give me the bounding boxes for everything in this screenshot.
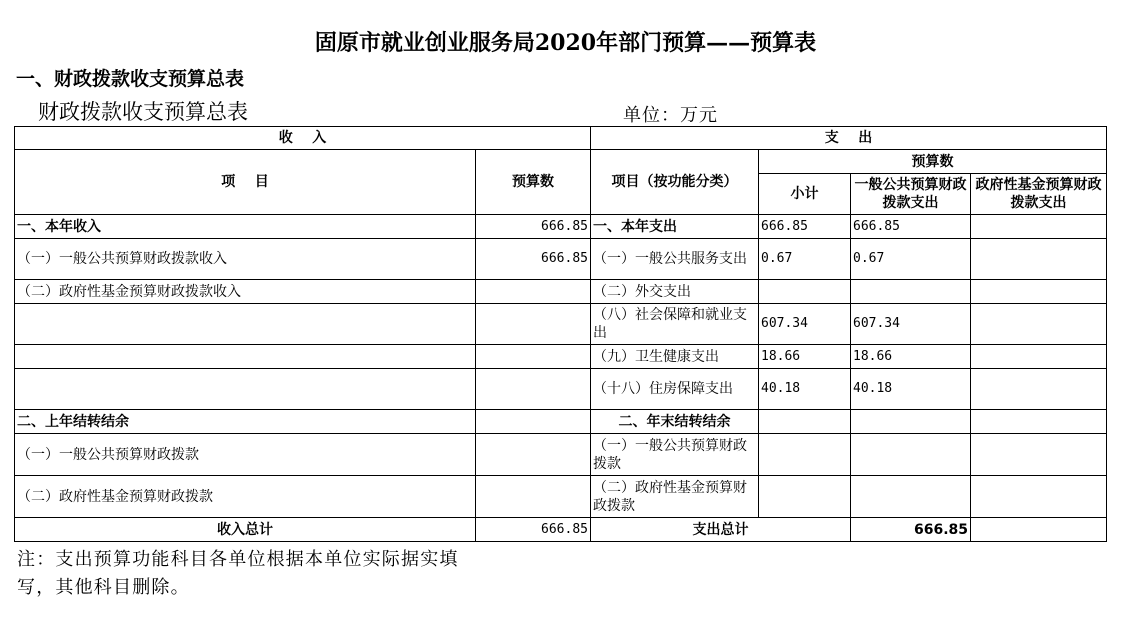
exp-total-amount: 666.85 bbox=[851, 518, 971, 542]
income-amount: 666.85 bbox=[476, 239, 591, 280]
income-item: （一）一般公共预算财政拨款收入 bbox=[15, 239, 476, 280]
income-item: 一、本年收入 bbox=[15, 215, 476, 239]
exp-subtotal: 607.34 bbox=[759, 304, 851, 345]
table-row bbox=[15, 280, 1107, 304]
exp-fund bbox=[971, 345, 1107, 369]
exp-general: 0.67 bbox=[851, 239, 971, 280]
expenditure-header: 支 出 bbox=[591, 127, 1107, 150]
income-total-label: 收入总计 bbox=[15, 518, 476, 542]
section-title: 一、财政拨款收支预算总表 bbox=[16, 68, 245, 90]
exp-subtotal bbox=[759, 410, 851, 434]
exp-item: （二）外交支出 bbox=[591, 280, 759, 304]
exp-general bbox=[851, 410, 971, 434]
table-row bbox=[15, 410, 1107, 434]
income-item bbox=[15, 304, 476, 345]
exp-item: （一）一般公共预算财政拨款 bbox=[591, 434, 759, 476]
budget-amount-header: 预算数 bbox=[476, 150, 591, 215]
general-budget-header: 一般公共预算财政拨款支出 bbox=[851, 174, 971, 215]
exp-subtotal bbox=[759, 280, 851, 304]
table-row bbox=[15, 434, 1107, 476]
page-title: 固原市就业创业服务局2020年部门预算——预算表 bbox=[314, 30, 817, 56]
item-header: 项 目 bbox=[15, 150, 476, 215]
income-amount bbox=[476, 410, 591, 434]
income-item: （一）一般公共预算财政拨款 bbox=[15, 434, 476, 476]
exp-subtotal: 0.67 bbox=[759, 239, 851, 280]
exp-general: 40.18 bbox=[851, 369, 971, 410]
exp-item: 一、本年支出 bbox=[591, 215, 759, 239]
exp-fund bbox=[971, 215, 1107, 239]
budget-group-header: 预算数 bbox=[759, 150, 1107, 174]
income-amount: 666.85 bbox=[476, 215, 591, 239]
exp-subtotal bbox=[759, 434, 851, 476]
exp-item: 二、年末结转结余 bbox=[591, 410, 759, 434]
footnote: 注：支出预算功能科目各单位根据本单位实际据实填写，其他科目删除。 bbox=[17, 549, 459, 598]
totals-row bbox=[15, 518, 1107, 542]
exp-item-header: 项目（按功能分类） bbox=[591, 150, 759, 215]
income-total-amount: 666.85 bbox=[476, 518, 591, 542]
exp-total-fund bbox=[971, 518, 1107, 542]
exp-fund bbox=[971, 280, 1107, 304]
unit-label: 单位：万元 bbox=[623, 105, 718, 126]
exp-item: （一）一般公共服务支出 bbox=[591, 239, 759, 280]
exp-general: 666.85 bbox=[851, 215, 971, 239]
income-amount bbox=[476, 434, 591, 476]
table-row bbox=[15, 369, 1107, 410]
exp-subtotal: 40.18 bbox=[759, 369, 851, 410]
income-item bbox=[15, 345, 476, 369]
exp-general bbox=[851, 434, 971, 476]
exp-item: （十八）住房保障支出 bbox=[591, 369, 759, 410]
exp-total-label: 支出总计 bbox=[591, 518, 851, 542]
exp-fund bbox=[971, 369, 1107, 410]
exp-item: （二）政府性基金预算财政拨款 bbox=[591, 476, 759, 518]
exp-item: （八）社会保障和就业支出 bbox=[591, 304, 759, 345]
income-amount bbox=[476, 345, 591, 369]
exp-fund bbox=[971, 476, 1107, 518]
fund-budget-header: 政府性基金预算财政拨款支出 bbox=[971, 174, 1107, 215]
exp-fund bbox=[971, 434, 1107, 476]
table-row bbox=[15, 239, 1107, 280]
income-amount bbox=[476, 304, 591, 345]
income-item bbox=[15, 369, 476, 410]
income-item: （二）政府性基金预算财政拨款 bbox=[15, 476, 476, 518]
exp-general bbox=[851, 476, 971, 518]
income-item: 二、上年结转结余 bbox=[15, 410, 476, 434]
table-title: 财政拨款收支预算总表 bbox=[38, 100, 248, 124]
exp-subtotal: 18.66 bbox=[759, 345, 851, 369]
table-row bbox=[15, 304, 1107, 345]
income-amount bbox=[476, 280, 591, 304]
subtotal-header: 小计 bbox=[759, 174, 851, 215]
table-row bbox=[15, 345, 1107, 369]
exp-general bbox=[851, 280, 971, 304]
exp-general: 607.34 bbox=[851, 304, 971, 345]
exp-fund bbox=[971, 410, 1107, 434]
income-header: 收 入 bbox=[15, 127, 591, 150]
exp-fund bbox=[971, 239, 1107, 280]
exp-item: （九）卫生健康支出 bbox=[591, 345, 759, 369]
table-row bbox=[15, 215, 1107, 239]
income-amount bbox=[476, 369, 591, 410]
income-amount bbox=[476, 476, 591, 518]
income-item: （二）政府性基金预算财政拨款收入 bbox=[15, 280, 476, 304]
exp-fund bbox=[971, 304, 1107, 345]
table-row bbox=[15, 476, 1107, 518]
budget-table bbox=[14, 126, 1107, 542]
exp-general: 18.66 bbox=[851, 345, 971, 369]
exp-subtotal: 666.85 bbox=[759, 215, 851, 239]
exp-subtotal bbox=[759, 476, 851, 518]
